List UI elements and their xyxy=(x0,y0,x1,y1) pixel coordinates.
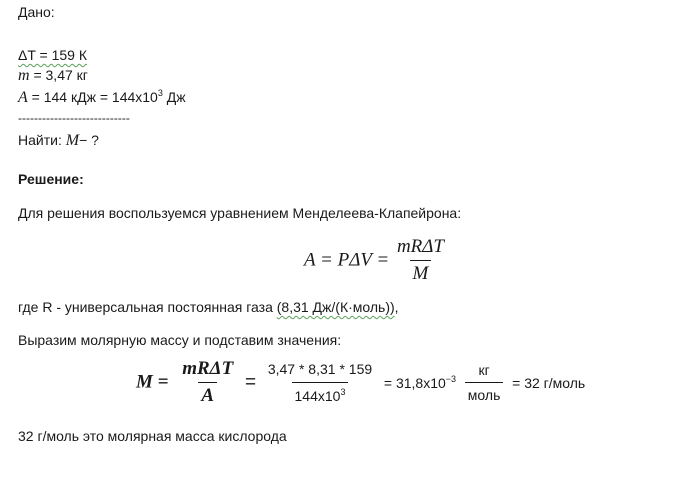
eq2-symbolic-denominator: A xyxy=(198,382,217,407)
where-end: , xyxy=(394,299,399,315)
work-symbol: A xyxy=(18,89,28,106)
eq2-symbolic-numerator: mRΔT xyxy=(182,358,234,379)
eq1-denominator: M xyxy=(410,260,432,285)
equation-molar-mass xyxy=(136,358,585,407)
eq2-values-denominator xyxy=(292,382,349,404)
eq2-symbolic-fraction xyxy=(179,358,236,407)
divider: ---------------------------- xyxy=(18,111,130,125)
eq1-left: A = PΔV = xyxy=(304,249,390,271)
eq2-unit-fraction xyxy=(465,362,504,403)
delta-t-line xyxy=(18,46,87,64)
eq2-result-base: = 31,8x10 xyxy=(383,374,446,391)
eq2-values-numerator: 3,47 * 8,31 * 159 xyxy=(267,361,373,377)
find-symbol: M xyxy=(65,132,80,149)
mass-symbol: m xyxy=(18,67,30,84)
mass-line xyxy=(18,66,88,85)
solution-intro: Для решения воспользуемся уравнением Менделеева-Клапейрона: xyxy=(18,205,462,221)
eq1-fraction xyxy=(394,236,447,285)
eq1-numerator: mRΔT xyxy=(396,236,444,257)
gas-constant-value: (8,31 Дж/(К·моль)) xyxy=(276,299,395,315)
where-line xyxy=(18,298,399,316)
equation-mendeleev-clapeyron xyxy=(304,236,447,285)
where-text: где R - универсальная постоянная газа xyxy=(18,299,277,315)
eq2-unit-numerator: кг xyxy=(478,362,490,378)
find-label: Найти: xyxy=(18,132,66,148)
conclusion: 32 г/моль это молярная масса кислорода xyxy=(18,428,287,444)
eq2-values-fraction xyxy=(265,361,375,404)
express-line: Выразим молярную массу и подставим значения: xyxy=(18,332,342,348)
work-exponent: 3 xyxy=(157,88,163,98)
mass-value: = 3,47 кг xyxy=(29,67,88,83)
work-unit: Дж xyxy=(162,89,186,105)
work-value: = 144 кДж = 144x10 xyxy=(27,89,158,105)
eq2-lhs: M = xyxy=(136,371,169,393)
find-line xyxy=(18,131,99,150)
eq2-final: = 32 г/моль xyxy=(512,374,586,391)
eq2-equals-1: = xyxy=(244,371,257,393)
work-line xyxy=(18,88,186,107)
eq2-values-denominator-exp: 3 xyxy=(340,387,346,397)
eq2-result-exp: −3 xyxy=(445,373,457,384)
eq2-unit-denominator: моль xyxy=(465,382,504,403)
given-heading: Дано: xyxy=(18,4,55,20)
delta-t-text: ΔT = 159 К xyxy=(18,47,88,63)
solution-heading: Решение: xyxy=(18,171,84,187)
find-rest: − ? xyxy=(79,132,99,148)
eq2-result xyxy=(384,375,456,391)
eq2-values-denominator-base: 144x10 xyxy=(294,388,341,404)
